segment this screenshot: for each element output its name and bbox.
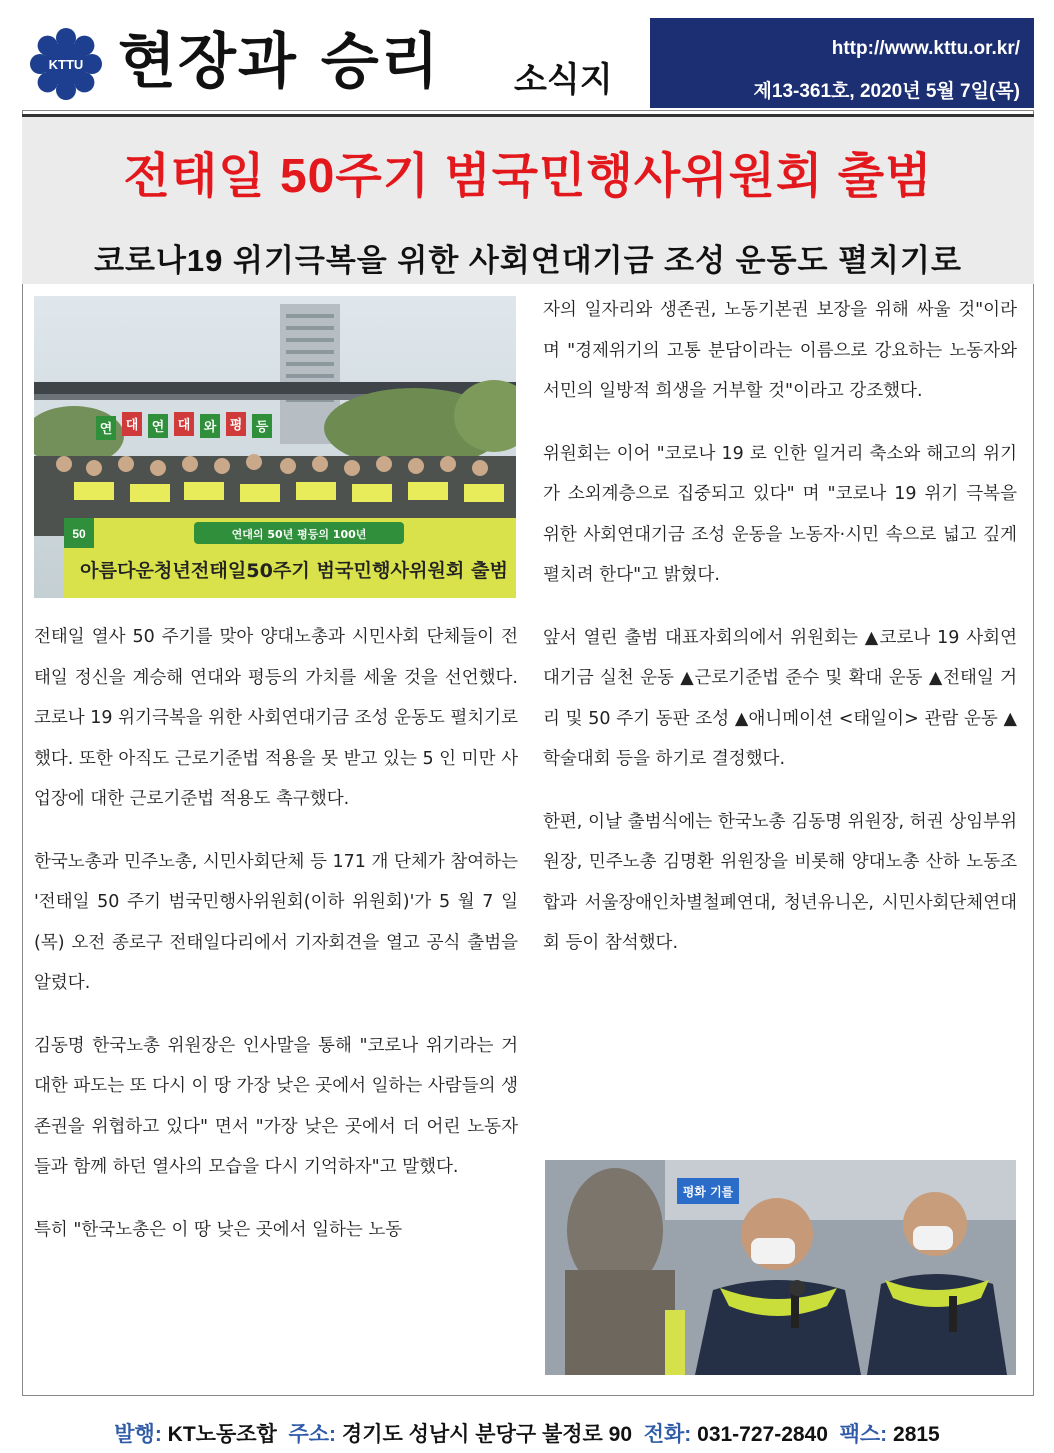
picket-6: 평 <box>229 418 243 433</box>
fax-number: 2815 <box>893 1423 940 1446</box>
newsletter-title: 현장과 승리 <box>118 27 441 97</box>
logo-text: KTTU <box>48 57 84 72</box>
banner-main-text: 아름다운청년전태일50주기 범국민행사위원회 출범 <box>80 561 494 582</box>
headline-box <box>22 114 1034 284</box>
newsletter-subtitle: 소식지 <box>514 60 613 100</box>
picket-2: 대 <box>125 418 139 433</box>
issue-info-box <box>650 18 1034 108</box>
article-paragraph: 자의 일자리와 생존권, 노동기본권 보장을 위해 싸울 것"이라며 "경제위기의 고통 분담이라는 이름으로 강요하는 노동자와 서민의 일방적 희생을 거부할 것"이라고 강조했다. <box>543 300 1017 401</box>
picket-7: 등 <box>255 420 269 435</box>
phone-number: 031-727-2840 <box>697 1423 828 1446</box>
masthead <box>22 10 1034 108</box>
speakers-photo-illustration <box>545 1160 1016 1375</box>
kttu-logo-icon <box>28 26 104 102</box>
footer <box>0 1418 1054 1448</box>
article-column-left <box>34 617 518 1272</box>
speakers-photo <box>545 1160 1016 1375</box>
fax-label: 팩스: <box>839 1423 888 1446</box>
rally-photo-illustration <box>34 296 516 598</box>
publisher: KT노동조합 <box>167 1423 277 1446</box>
rally-photo <box>34 296 516 598</box>
issue-number-date: 제13-361호, 2020년 5월 7일(목) <box>753 81 1020 102</box>
subheadline: 코로나19 위기극복을 위한 사회연대기금 조성 운동도 펼치기로 <box>94 243 962 278</box>
article-paragraph: 위원회는 이어 "코로나 19 로 인한 일거리 축소와 해고의 위기가 소외계층으로 집중되고 있다" 며 "코로나 19 위기 극복을 위한 사회연대기금 조성 운동을 노동자·시민 속으로 넓고 깊게 펼치려 한다"고 밝혔다. <box>543 443 1018 585</box>
banner-small-mark: 50 <box>72 527 86 541</box>
picket-4: 대 <box>177 418 191 433</box>
background-sign: 평화 기를 <box>682 1185 734 1199</box>
article-paragraph: 특히 "한국노총은 이 땅 낮은 곳에서 일하는 노동 <box>34 1219 403 1240</box>
banner-slogan: 연대의 50년 평등의 100년 <box>231 528 367 541</box>
headline: 전태일 50주기 범국민행사위원회 출범 <box>123 150 933 203</box>
address-label: 주소: <box>288 1423 337 1446</box>
article-paragraph: 앞서 열린 출범 대표자회의에서 위원회는 ▲코로나 19 사회연대기금 실천 운동 ▲근로기준법 준수 및 확대 운동 ▲전태일 거리 및 50 주기 동판 조성 ▲애니메이션 <태일이> 관람 운동 ▲학술대회 등을 하기로 결정했다. <box>543 627 1017 769</box>
address: 경기도 성남시 분당구 불정로 90 <box>341 1423 633 1446</box>
article-paragraph: 한국노총과 민주노총, 시민사회단체 등 171 개 단체가 참여하는 '전태일 50 주기 범국민행사위원회(이하 위원회)'가 5 월 7 일(목) 오전 종로구 전태일다리에서 기자회견을 열고 공식 출범을 알렸다. <box>34 851 518 993</box>
picket-1: 연 <box>99 422 113 437</box>
article-column-right <box>543 290 1017 986</box>
article-paragraph: 전태일 열사 50 주기를 맞아 양대노총과 시민사회 단체들이 전태일 정신을 계승해 연대와 평등의 가치를 세울 것을 선언했다. 코로나 19 위기극복을 위한 사회연대기금 조성 운동도 펼치기로 했다. 또한 아직도 근로기준법 적용을 못 받고 있는 5 인 미만 사업장에 대한 근로기준법 적용도 촉구했다. <box>34 627 518 809</box>
picket-5: 와 <box>203 420 217 435</box>
picket-3: 연 <box>151 420 165 435</box>
website-url[interactable]: http://www.kttu.or.kr/ <box>831 38 1020 59</box>
article-paragraph: 김동명 한국노총 위원장은 인사말을 통해 "코로나 위기라는 거대한 파도는 또 다시 이 땅 가장 낮은 곳에서 일하는 사람들의 생존권을 위협하고 있다" 면서 "가장 낮은 곳에서 더 어린 노동자들과 함께 하던 열사의 모습을 다시 기억하자"고 말했다. <box>34 1035 518 1177</box>
publisher-label: 발행: <box>114 1423 162 1446</box>
article-paragraph: 한편, 이날 출범식에는 한국노총 김동명 위원장, 허권 상임부위원장, 민주노총 김명환 위원장을 비롯해 양대노총 산하 노동조합과 서울장애인차별철폐연대, 청년유니온, 시민사회단체연대회 등이 참석했다. <box>543 811 1017 953</box>
phone-label: 전화: <box>643 1423 692 1446</box>
